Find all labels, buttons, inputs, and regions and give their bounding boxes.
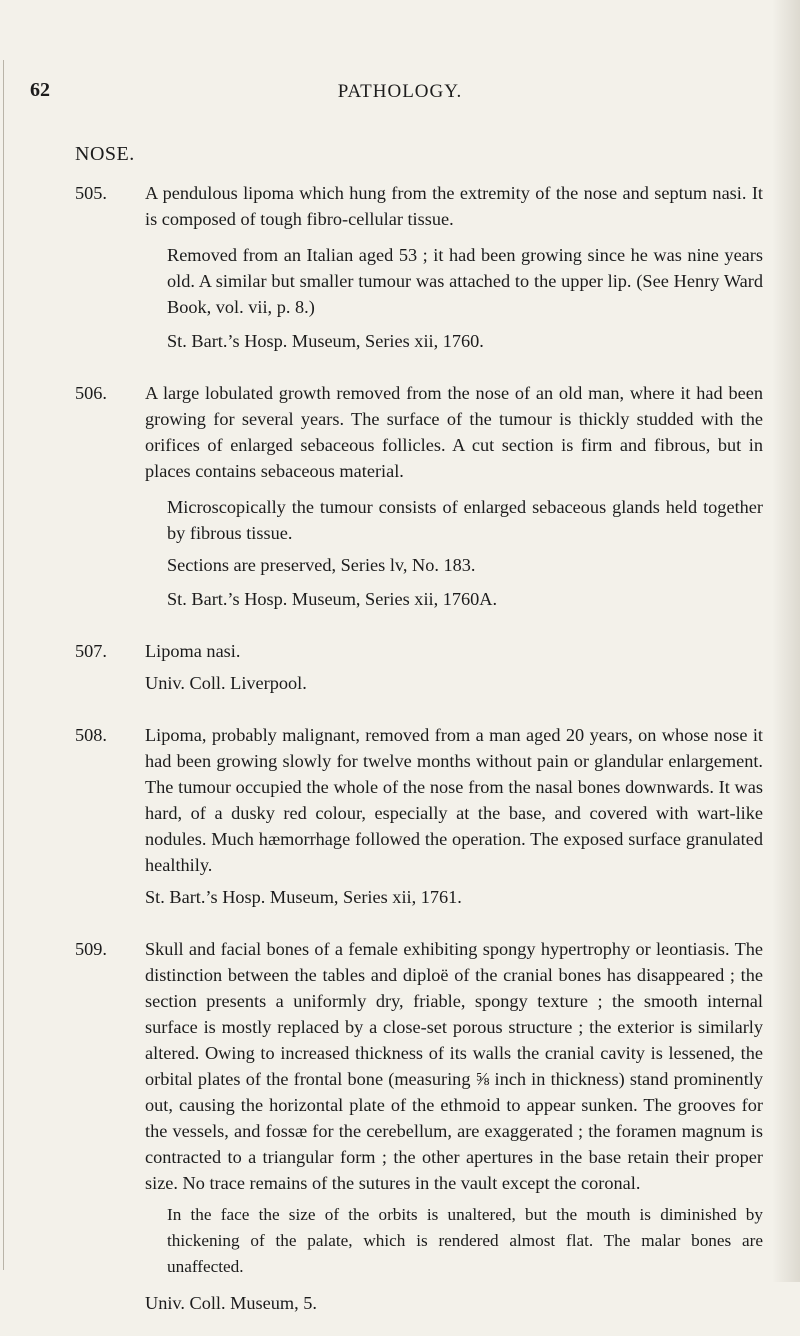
page-gutter-line [3, 60, 4, 1270]
running-head [0, 79, 800, 109]
entry-source: St. Bart.’s Hosp. Museum, Series xii, 1760. [167, 331, 484, 351]
page-number: 62 [30, 79, 50, 101]
page-edge-shadow [772, 0, 800, 1282]
entry-number: 507. [75, 641, 107, 661]
entry-source: St. Bart.’s Hosp. Museum, Series xii, 1761. [145, 887, 462, 907]
entry-506 [75, 380, 763, 612]
entry-number: 508. [75, 725, 107, 745]
entry-507 [75, 638, 763, 696]
entry-number: 506. [75, 383, 107, 403]
entry-description: A pendulous lipoma which hung from the extremity of the nose and septum nasi. It is composed of tough fibro-cellular tissue. [145, 183, 763, 229]
entry-detail: Removed from an Italian aged 53 ; it had been growing since he was nine years old. A similar but smaller tumour was attached to the upper lip. (See Henry Ward Book, vol. vii, p. 8.) [167, 245, 763, 317]
entry-source: St. Bart.’s Hosp. Museum, Series xii, 1760A. [167, 589, 498, 609]
entry-description: Lipoma nasi. [145, 641, 241, 661]
entry-number: 505. [75, 183, 107, 203]
entry-description: Skull and facial bones of a female exhibiting spongy hypertrophy or leontiasis. The distinction between the tables and diploë of the cranial bones has disappeared ; the section presents a uniformly dry, friable, spongy texture ; the smooth internal surface is mostly replaced by a close-set porous structure ; the exterior is similarly altered. Owing to increased thickness of its walls the cranial cavity is lessened, the orbital plates of the frontal bone (measuring ⅝ inch in thickness) stand prominently out, causing the horizontal plate of the ethmoid to appear sunken. The grooves for the vessels, and fossæ for the cerebellum, are exaggerated ; the foramen magnum is contracted to a triangular form ; the other apertures in the base retain their proper size. No trace remains of the sutures in the vault except the coronal. [145, 939, 763, 1193]
entries-list [75, 180, 763, 1336]
entry-description: A large lobulated growth removed from the nose of an old man, where it had been growing for several years. The surface of the tumour is thickly studded with the orifices of enlarged sebaceous follicles. A cut section is firm and fibrous, but in places contains sebaceous material. [145, 383, 763, 481]
entry-509 [75, 936, 763, 1316]
entry-detail: Microscopically the tumour consists of enlarged sebaceous glands held together by fibrous tissue. [167, 497, 763, 543]
entry-number: 509. [75, 939, 107, 959]
entry-detail: Sections are preserved, Series lv, No. 183. [167, 555, 476, 575]
entry-detail: In the face the size of the orbits is unaltered, but the mouth is diminished by thickening of the palate, which is rendered almost flat. The malar bones are unaffected. [167, 1205, 763, 1276]
page-title: PATHOLOGY. [337, 81, 463, 102]
entry-508 [75, 722, 763, 910]
entry-source: Univ. Coll. Liverpool. [145, 673, 307, 693]
section-heading: NOSE. [75, 143, 135, 165]
entry-source: Univ. Coll. Museum, 5. [145, 1293, 317, 1313]
entry-505 [75, 180, 763, 354]
entry-description: Lipoma, probably malignant, removed from a man aged 20 years, on whose nose it had been growing slowly for twelve months without pain or glandular enlargement. The tumour occupied the whole of the nose from the nasal bones downwards. It was hard, of a dusky red colour, especially at the base, and covered with wart-like nodules. Much hæmorrhage followed the operation. The exposed surface granulated healthily. [145, 725, 763, 875]
